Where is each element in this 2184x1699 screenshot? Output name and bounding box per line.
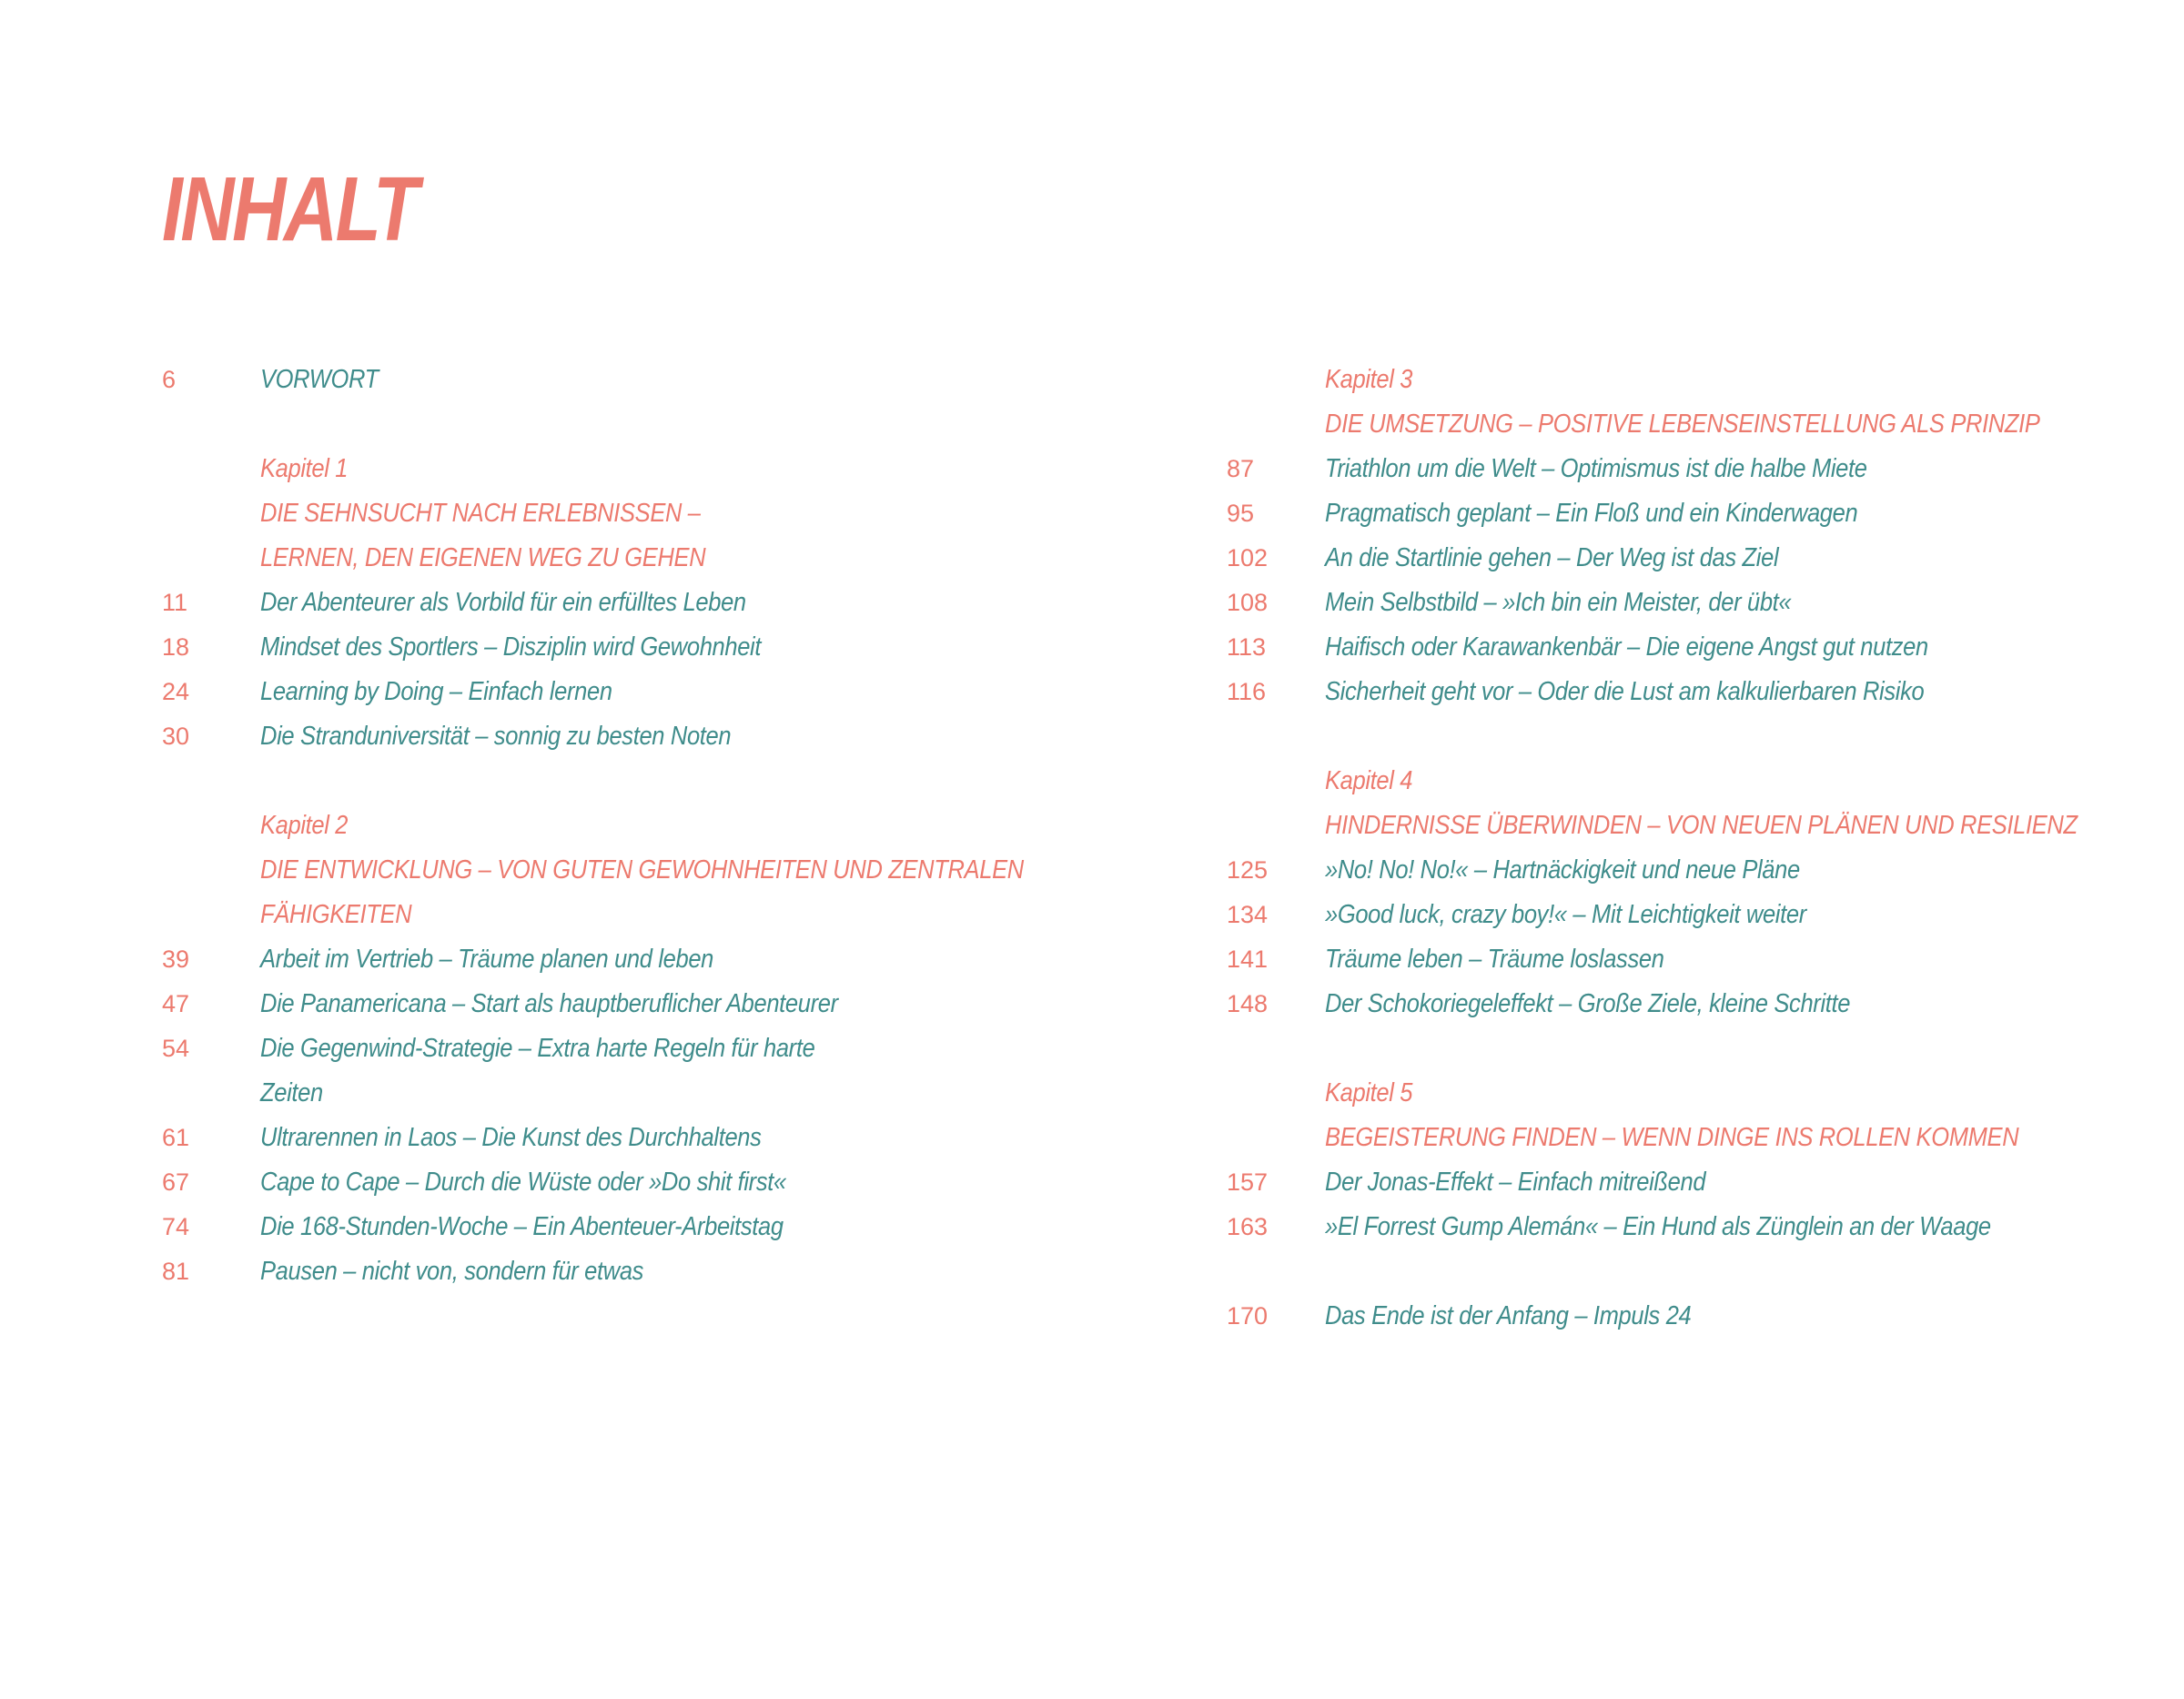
chapter-3-label	[1227, 358, 2137, 402]
toc-page-number: 113	[1227, 633, 1267, 661]
toc-entry-ende[interactable]	[1227, 1294, 2137, 1339]
chapter-2-heading-line-2	[162, 893, 1072, 937]
toc-column-left	[162, 358, 1072, 1294]
toc-entry-title: Zeiten	[260, 1078, 323, 1107]
toc-page-number: 148	[1227, 990, 1269, 1017]
chapter-label: Kapitel 3	[1325, 365, 1413, 394]
toc-page-number: 170	[1227, 1302, 1269, 1330]
toc-entry-title: Pausen – nicht von, sondern für etwas	[260, 1257, 644, 1286]
toc-entry[interactable]	[162, 714, 1072, 759]
spacer	[162, 759, 1072, 804]
toc-entry-title: Der Jonas-Effekt – Einfach mitreißend	[1325, 1168, 1706, 1197]
toc-entry[interactable]	[1227, 625, 2137, 670]
toc-entry[interactable]	[162, 937, 1072, 982]
chapter-heading: DIE ENTWICKLUNG – VON GUTEN GEWOHNHEITEN UND ZENTRALEN	[260, 855, 1024, 885]
toc-entry-title: Mindset des Sportlers – Disziplin wird Gewohnheit	[260, 632, 762, 662]
toc-entry-title: An die Startlinie gehen – Der Weg ist das Ziel	[1325, 543, 1779, 572]
toc-page-number: 95	[1227, 500, 1255, 527]
toc-entry-title: Die 168-Stunden-Woche – Ein Abenteuer-Arbeitstag	[260, 1212, 784, 1241]
toc-entry[interactable]	[162, 1249, 1072, 1294]
toc-entry[interactable]	[1227, 536, 2137, 581]
toc-page-number: 6	[162, 366, 177, 393]
toc-page-number: 61	[162, 1124, 190, 1151]
toc-entry-title: Pragmatisch geplant – Ein Floß und ein Kinderwagen	[1325, 499, 1858, 528]
chapter-heading: DIE UMSETZUNG – POSITIVE LEBENSEINSTELLUNG ALS PRINZIP	[1325, 410, 2040, 439]
toc-entry-title: Triathlon um die Welt – Optimismus ist die halbe Miete	[1325, 454, 1867, 483]
toc-entry[interactable]	[1227, 848, 2137, 893]
toc-entry-title: Träume leben – Träume loslassen	[1325, 945, 1664, 974]
spacer	[1227, 714, 2137, 759]
toc-entry[interactable]	[1227, 670, 2137, 714]
chapter-1-heading-line-1	[162, 491, 1072, 536]
chapter-3-heading	[1227, 402, 2137, 447]
spacer	[162, 402, 1072, 447]
toc-page-number: 157	[1227, 1168, 1269, 1196]
toc-page-number: 74	[162, 1213, 190, 1240]
chapter-label: Kapitel 2	[260, 811, 349, 840]
spacer	[1227, 1026, 2137, 1071]
toc-entry-title: Cape to Cape – Durch die Wüste oder »Do shit first«	[260, 1168, 786, 1197]
toc-entry[interactable]	[162, 581, 1072, 625]
chapter-5-label	[1227, 1071, 2137, 1116]
toc-page-number: 163	[1227, 1213, 1269, 1240]
chapter-heading: LERNEN, DEN EIGENEN WEG ZU GEHEN	[260, 543, 706, 572]
toc-entry-vorwort[interactable]	[162, 358, 1072, 402]
toc-page-number: 81	[162, 1258, 190, 1285]
toc-page-number: 141	[1227, 946, 1269, 973]
chapter-heading: HINDERNISSE ÜBERWINDEN – VON NEUEN PLÄNEN UND RESILIENZ	[1325, 811, 2078, 840]
toc-entry[interactable]	[162, 670, 1072, 714]
toc-entry[interactable]	[1227, 447, 2137, 491]
toc-entry[interactable]	[162, 1026, 1072, 1071]
toc-column-right	[1227, 358, 2137, 1339]
chapter-label: Kapitel 1	[260, 454, 349, 483]
toc-entry-title: VORWORT	[260, 365, 379, 394]
toc-page-number: 47	[162, 990, 190, 1017]
toc-entry[interactable]	[1227, 491, 2137, 536]
chapter-heading: DIE SEHNSUCHT NACH ERLEBNISSEN –	[260, 499, 701, 528]
toc-page-number: 116	[1227, 678, 1267, 705]
toc-page-number: 11	[162, 589, 188, 616]
toc-entry-title: Die Panamericana – Start als hauptberuflicher Abenteurer	[260, 989, 838, 1018]
toc-entry[interactable]	[1227, 1205, 2137, 1249]
toc-entry-title: Die Gegenwind-Strategie – Extra harte Regeln für harte	[260, 1034, 815, 1063]
chapter-1-label	[162, 447, 1072, 491]
toc-entry-title: Ultrarennen in Laos – Die Kunst des Durchhaltens	[260, 1123, 762, 1152]
toc-page-number: 87	[1227, 455, 1255, 482]
toc-page-number: 39	[162, 946, 190, 973]
toc-entry-title: Arbeit im Vertrieb – Träume planen und leben	[260, 945, 714, 974]
toc-entry-title: Haifisch oder Karawankenbär – Die eigene Angst gut nutzen	[1325, 632, 1928, 662]
toc-page-number: 134	[1227, 901, 1269, 928]
toc-entry-title: Learning by Doing – Einfach lernen	[260, 677, 612, 706]
chapter-heading: FÄHIGKEITEN	[260, 900, 412, 929]
toc-entry-title: Mein Selbstbild – »Ich bin ein Meister, der übt«	[1325, 588, 1792, 617]
toc-entry[interactable]	[1227, 1160, 2137, 1205]
page-title: INHALT	[162, 158, 417, 260]
toc-page-number: 125	[1227, 856, 1269, 884]
toc-entry-title: Sicherheit geht vor – Oder die Lust am kalkulierbaren Risiko	[1325, 677, 1925, 706]
chapter-heading: BEGEISTERUNG FINDEN – WENN DINGE INS ROLLEN KOMMEN	[1325, 1123, 2019, 1152]
toc-entry-title: Der Schokoriegeleffekt – Große Ziele, kleine Schritte	[1325, 989, 1851, 1018]
chapter-4-label	[1227, 759, 2137, 804]
chapter-label: Kapitel 4	[1325, 766, 1413, 795]
toc-page-number: 54	[162, 1035, 190, 1062]
toc-page-number: 30	[162, 723, 190, 750]
toc-entry[interactable]	[1227, 982, 2137, 1026]
chapter-4-heading	[1227, 804, 2137, 848]
toc-entry[interactable]	[162, 625, 1072, 670]
chapter-2-label	[162, 804, 1072, 848]
toc-entry-title: Der Abenteurer als Vorbild für ein erfülltes Leben	[260, 588, 746, 617]
toc-entry-title: »El Forrest Gump Alemán« – Ein Hund als Zünglein an der Waage	[1325, 1212, 1991, 1241]
toc-entry-title: Das Ende ist der Anfang – Impuls 24	[1325, 1301, 1692, 1330]
toc-entry-continuation[interactable]	[162, 1071, 1072, 1116]
chapter-2-heading-line-1	[162, 848, 1072, 893]
chapter-5-heading	[1227, 1116, 2137, 1160]
toc-entry[interactable]	[162, 1205, 1072, 1249]
toc-entry[interactable]	[162, 1116, 1072, 1160]
spacer	[1227, 1249, 2137, 1294]
toc-page-number: 18	[162, 633, 190, 661]
toc-entry-title: »Good luck, crazy boy!« – Mit Leichtigkeit weiter	[1325, 900, 1806, 929]
chapter-label: Kapitel 5	[1325, 1078, 1413, 1107]
toc-page-number: 24	[162, 678, 190, 705]
chapter-1-heading-line-2	[162, 536, 1072, 581]
toc-page-number: 102	[1227, 544, 1269, 571]
toc-entry-title: Die Stranduniversität – sonnig zu besten Noten	[260, 722, 732, 751]
toc-entry[interactable]	[1227, 937, 2137, 982]
toc-entry[interactable]	[1227, 581, 2137, 625]
toc-entry-title: »No! No! No!« – Hartnäckigkeit und neue Pläne	[1325, 855, 1800, 885]
toc-page-number: 67	[162, 1168, 190, 1196]
toc-page-number: 108	[1227, 589, 1269, 616]
toc-entry[interactable]	[162, 982, 1072, 1026]
toc-entry[interactable]	[1227, 893, 2137, 937]
toc-entry[interactable]	[162, 1160, 1072, 1205]
